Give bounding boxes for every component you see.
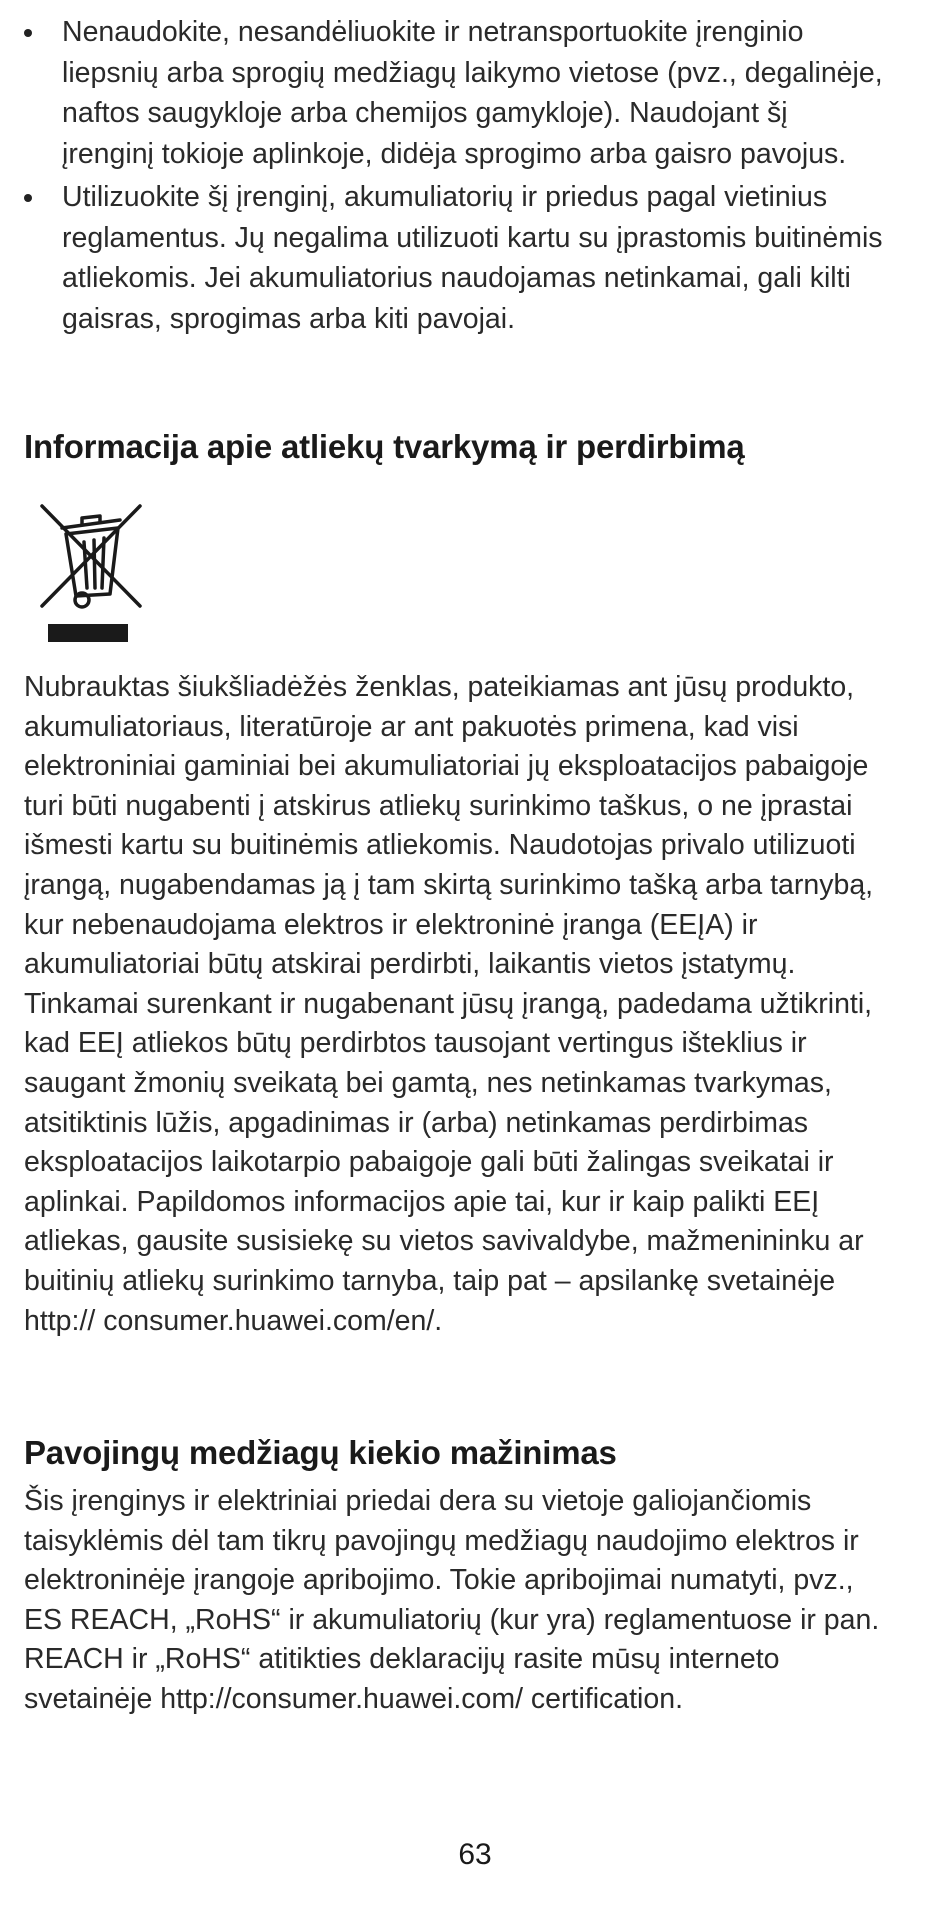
bullet-icon xyxy=(24,29,32,37)
safety-bullet-list xyxy=(24,12,884,342)
crossed-out-wheelie-bin-icon xyxy=(32,498,152,646)
waste-section-text: Nubrauktas šiukšliadėžės ženklas, pateikiamas ant jūsų produkto, akumuliatoriaus, literatūroje ar ant pakuotės primena, kad visi elektroniniai gaminiai bei akumuliatoriai jų eksploatacijos pabaigoje turi būti nugabenti į atskirus atliekų surinkimo taškus, o ne įprastai išmesti kartu su buitinėmis atliekomis. Naudotojas privalo utilizuoti įrangą, nugabendamas ją į tam skirtą surinkimo tašką arba tarnybą, kur nebenaudojama elektros ir elektroninė įranga (EEĮA) ir akumuliatoriai būtų atskirai perdirbti, laikantis vietos įstatymų. Tinkamai surenkant ir nugabenant jūsų įrangą, padedama užtikrinti, kad EEĮ atliekos būtų perdirbtos tausojant vertingus išteklius ir saugant žmonių sveikatą bei gamtą, nes netinkamas tvarkymas, atsitiktinis lūžis, apgadinimas ir (arba) netinkamas perdirbimas eksploatacijos laikotarpio pabaigoje gali būti žalingas sveikatai ir aplinkai. Papildomos informacijos apie tai, kur ir kaip palikti EEĮ atliekas, gausite susisiekę su vietos savivaldybe, mažmenininku ar buitinių atliekų surinkimo tarnyba, taip pat – apsilankę svetainėje http:// consumer.huawei.com/en/. xyxy=(24,671,874,1337)
hazardous-section-text: Šis įrenginys ir elektriniai priedai dera su vietoje galiojančiomis taisyklėmis dėl tam tikrų pavojingų medžiagų naudojimo elektros ir elektroninėje įrangoje apribojimo. Tokie apribojimai numatyti, pvz., ES REACH, „RoHS“ ir akumuliatorių (kur yra) reglamentuose ir pan. REACH ir „RoHS“ atitikties deklaracijų rasite mūsų interneto svetainėje http://consumer.huawei.com/ certification. xyxy=(24,1485,880,1715)
bullet-icon xyxy=(24,194,32,202)
underline-bar xyxy=(48,624,128,642)
waste-section-heading: Informacija apie atliekų tvarkymą ir perdirbimą xyxy=(24,428,745,465)
hazardous-section-heading: Pavojingų medžiagų kiekio mažinimas xyxy=(24,1434,617,1471)
bullet-text: Nenaudokite, nesandėliuokite ir netransportuokite įrenginio liepsnių arba sprogių medžiagų laikymo vietose (pvz., degalinėje, naftos saugykloje arba chemijos gamykloje). Naudojant šį įrenginį tokioje aplinkoje, didėja sprogimo arba gaisro pavojus. xyxy=(62,16,883,170)
bullet-text: Utilizuokite šį įrenginį, akumuliatorių ir priedus pagal vietinius reglamentus. Jų negalima utilizuoti kartu su įprastomis buitinėmis atliekomis. Jei akumuliatorius naudojamas netinkamai, gali kilti gaisras, sprogimas arba kiti pavojai. xyxy=(62,181,883,335)
page-number: 63 xyxy=(458,1838,492,1871)
bullet-item xyxy=(24,177,884,339)
bullet-item xyxy=(24,12,884,174)
